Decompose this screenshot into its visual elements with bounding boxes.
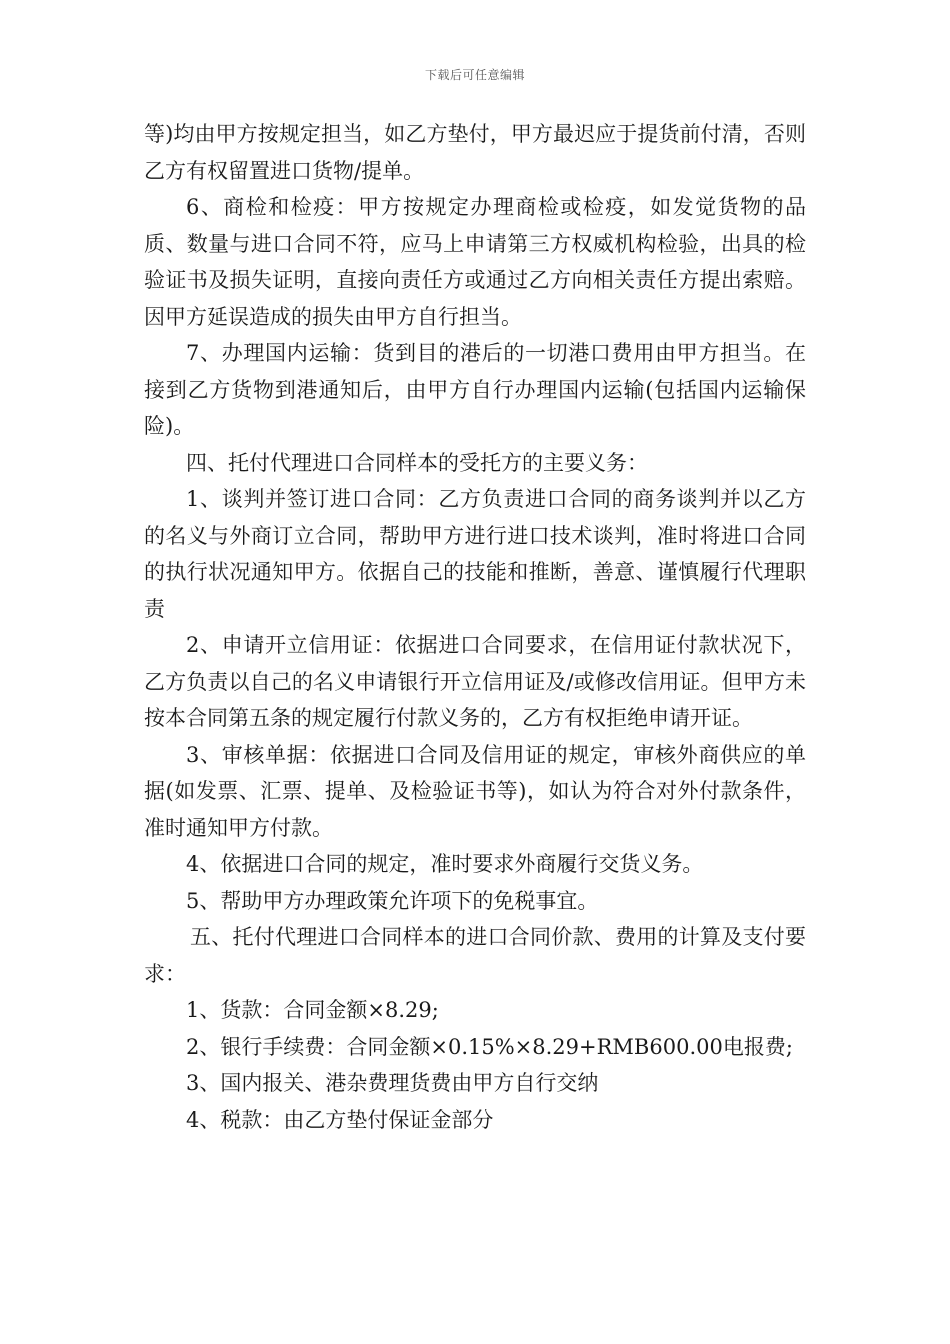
section-heading-4: 四、托付代理进口合同样本的受托方的主要义务： [186,450,648,475]
paragraph-fee-3-customs: 3、国内报关、港杂费理货费由甲方自行交纳 [186,1071,599,1095]
page-header: 下载后可任意编辑 [424,68,525,82]
paragraph-item-6-inspection: 6、商检和检疫：甲方按规定办理商检或检疫，如发觉货物的品质、数量与进口合同不符，应马上申请第三方权威机构检验，出具的检验证书及损失证明，直接向责任方或通过乙方向相关责任方提出索赔。因甲方延误造成的损失由甲方自行担当。 [144,195,806,329]
paragraph-fee-1-goods: 1、货款：合同金额×8.29; [186,998,439,1022]
paragraph-item-5-tax-exemption: 5、帮助甲方办理政策允许项下的免税事宜。 [186,888,599,913]
paragraph-item-4-delivery: 4、依据进口合同的规定，准时要求外商履行交货义务。 [186,852,704,876]
paragraph-continuation: 等)均由甲方按规定担当，如乙方垫付，甲方最迟应于提货前付清，否则乙方有权留置进口货物/提单。 [144,122,806,183]
paragraph-item-7-transport: 7、办理国内运输：货到目的港后的一切港口费用由甲方担当。在接到乙方货物到港通知后，由甲方自行办理国内运输(包括国内运输保险)。 [144,341,806,438]
paragraph-fee-2-bank: 2、银行手续费：合同金额×0.15%×8.29+RMB600.00电报费; [186,1034,793,1059]
paragraph-fee-4-tax: 4、税款：由乙方垫付保证金部分 [186,1107,494,1132]
paragraph-item-2-letter-of-credit: 2、申请开立信用证：依据进口合同要求，在信用证付款状况下，乙方负责以自己的名义申请银行开立信用证及/或修改信用证。但甲方未按本合同第五条的规定履行付款义务的，乙方有权拒绝申请开证。 [144,633,806,730]
document-body [144,116,806,1138]
paragraph-item-1-negotiation: 1、谈判并签订进口合同：乙方负责进口合同的商务谈判并以乙方的名义与外商订立合同，帮助甲方进行进口技术谈判，准时将进口合同的执行状况通知甲方。依据自己的技能和推断，善意、谨慎履行代理职责 [144,487,806,621]
paragraph-item-3-document-review: 3、审核单据：依据进口合同及信用证的规定，审核外商供应的单据(如发票、汇票、提单、及检验证书等)，如认为符合对外付款条件，准时通知甲方付款。 [144,742,806,840]
section-heading-5: 五、托付代理进口合同样本的进口合同价款、费用的计算及支付要求： [144,925,806,986]
